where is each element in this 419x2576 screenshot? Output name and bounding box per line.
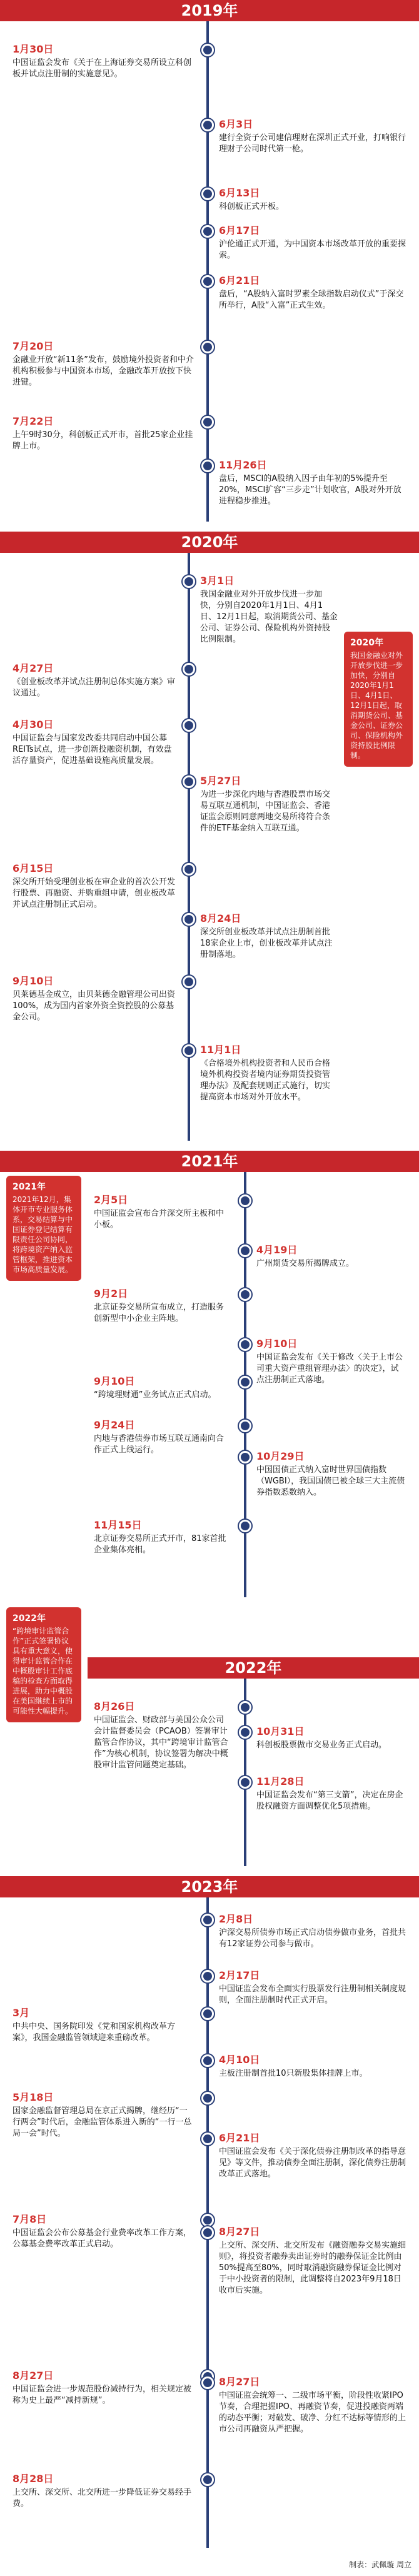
timeline-node — [183, 913, 195, 926]
event-date: 11月26日 — [219, 459, 267, 471]
event-date: 6月21日 — [219, 275, 260, 286]
event-date: 6月13日 — [219, 187, 260, 199]
event-date: 7月20日 — [13, 340, 54, 352]
event-text: 中国证监会发布《关于在上海证券交易所设立科创板并试点注册制的实施意见》。 — [13, 58, 192, 79]
year-banner-2023 — [0, 1876, 419, 1897]
event-text: 中国证监会发布“第三支箭”，决定在房企股权融资方面调整优化5项措施。 — [256, 1791, 403, 1811]
event-text: 金融业开放“新11条”发布，鼓励境外投资者和中介机构积极参与中国资本市场，金融改革开放按下快进键。 — [13, 355, 194, 387]
event-text: 中国证监会宣布合并深交所主板和中小板。 — [94, 1209, 225, 1230]
sidebar-text: “跨境审计监管合作”正式签署协议具有重大意义，使得审计监管合作在中概股审计工作底稿的检查方面取得进展，助力中概股在美国继续上市的可能性大幅提升。 — [13, 1627, 73, 1715]
event-date: 6月21日 — [219, 2132, 260, 2144]
timeline-node — [239, 1338, 251, 1351]
event-text: 国家金融监督管理总局在京正式揭牌，继经历“一行两会”时代后，金融监管体系进入新的“一行一总局一会”时代。 — [13, 2106, 192, 2138]
event-date: 1月30日 — [13, 43, 54, 55]
event-text: 沪伦通正式开通，为中国资本市场改革开放的重要探索。 — [219, 240, 406, 260]
year-banner-2019 — [0, 0, 419, 21]
event-text: 内地与香港债券市场互联互通南向合作正式上线运行。 — [94, 1434, 225, 1455]
event-text: 盘后，MSCI的A股纳入因子由年初的5%提升至20%，MSCI扩容“三步走”计划收官，A股对外开放进程稳步推进。 — [219, 474, 401, 506]
event-date: 4月30日 — [13, 719, 54, 730]
timeline-node — [239, 1451, 251, 1463]
event-text: 中国证监会发布《关于深化债券注册制改革的指导意见》等文件，推动债券全面注册制，深化债券注册制改革正式落地。 — [219, 2147, 406, 2179]
year-banner-2022 — [88, 1657, 419, 1679]
event-text: 深交所开始受理创业板在审企业的首次公开发行股票、再融资、并购重组申请，创业板改革并试点注册制正式启动。 — [13, 877, 176, 909]
section-2020 — [0, 532, 419, 1144]
timeline-node — [201, 2092, 214, 2104]
event-text: 中国证监会与国家发改委共同启动中国公募REITs试点，进一步创新投融资机制，有效盘活存量资产，促进基础设施高质量发展。 — [13, 734, 172, 765]
event-date: 10月31日 — [256, 1725, 305, 1737]
event-text: 《合格境外机构投资者和人民币合格境外机构投资者境内证券期货投资管理办法》及配套规则正式施行，切实提高资本市场对外开放水平。 — [200, 1059, 331, 1102]
timeline-node — [239, 1520, 251, 1532]
event-date: 8月27日 — [13, 2370, 54, 2382]
event-date: 2月8日 — [219, 1913, 253, 1925]
event-date: 3月 — [13, 2007, 30, 2019]
event-date: 5月27日 — [200, 775, 241, 787]
event-text: 《创业板改革并试点注册制总体实施方案》审议通过。 — [13, 677, 176, 698]
year-banner-2021 — [0, 1151, 419, 1172]
timeline-node — [183, 976, 195, 988]
event-text: 科创板股票做市交易业务正式启动。 — [256, 1740, 387, 1750]
event-date: 8月24日 — [200, 912, 241, 924]
event-date: 9月24日 — [94, 1419, 135, 1431]
timeline-node — [239, 1776, 251, 1789]
event-date: 2月5日 — [94, 1194, 128, 1206]
sidebar-title: 2020年 — [350, 638, 383, 648]
event-date: 6月15日 — [13, 862, 54, 874]
event-date: 7月22日 — [13, 415, 54, 427]
event-text: 沪深交易所债券市场正式启动债券做市业务，首批共有12家证券公司参与做市。 — [219, 1928, 406, 1949]
sidebar-2022 — [6, 1607, 81, 1722]
sidebar-title: 2022年 — [13, 1614, 46, 1624]
event-text: 上午9时30分，科创板正式开市，首批25家企业挂牌上市。 — [13, 430, 193, 451]
timeline-node — [201, 2214, 214, 2226]
timeline-node — [201, 119, 214, 131]
timeline-node — [201, 1914, 214, 1926]
event-date: 8月27日 — [219, 2376, 260, 2388]
timeline-node — [183, 863, 195, 876]
event-text: 主板注册制首批10只新股集体挂牌上市。 — [219, 2069, 368, 2078]
sidebar-title: 2021年 — [13, 1182, 46, 1192]
timeline-node — [201, 2008, 214, 2020]
year-title-2023: 2023年 — [181, 1878, 238, 1896]
timeline-node — [183, 575, 195, 588]
event-date: 8月26日 — [94, 1700, 135, 1712]
event-text: 贝莱德基金成立，由贝莱德金融管理公司出资100%，成为国内首家外资全资控股的公募基金公司。 — [13, 990, 176, 1022]
event-date: 11月15日 — [94, 1519, 142, 1531]
event-date: 4月19日 — [256, 1244, 298, 1256]
event-date: 4月10日 — [219, 2054, 260, 2066]
sidebar-2021 — [6, 1176, 81, 1281]
event-date: 9月2日 — [94, 1288, 128, 1300]
event-text: 中国证监会进一步规范股份减持行为，相关规定被称为史上最严“减持新规”。 — [13, 2385, 192, 2405]
timeline-node — [201, 2054, 214, 2067]
event-date: 9月10日 — [256, 1338, 298, 1350]
event-text: “跨境理财通”业务试点正式启动。 — [94, 1390, 216, 1400]
timeline-node — [201, 44, 214, 56]
timeline-node — [183, 775, 195, 788]
event-date: 8月28日 — [13, 2473, 54, 2485]
timeline-node — [201, 2133, 214, 2145]
event-date: 4月27日 — [13, 662, 54, 674]
timeline-node — [201, 341, 214, 353]
timeline-node — [239, 1701, 251, 1714]
section-2021 — [0, 1151, 419, 1601]
year-title-2021: 2021年 — [181, 1153, 238, 1170]
event-text: 深交所创业板改革并试点注册制首批18家企业上市，创业板改革并试点注册制落地。 — [200, 927, 333, 959]
section-2022 — [0, 1607, 419, 1870]
event-date: 11月28日 — [256, 1775, 305, 1787]
event-date: 3月1日 — [200, 575, 235, 587]
event-text: 科创板正式开板。 — [219, 202, 285, 211]
timeline-node — [183, 719, 195, 732]
event-text: 北京证券交易所正式开市，81家首批企业集体亮相。 — [94, 1534, 226, 1555]
timeline-node — [201, 2226, 214, 2239]
event-text: 上交所、深交所、北交所进一步降低证券交易经手费。 — [13, 2488, 192, 2508]
event-text: 中国证监会公布公募基金行业费率改革工作方案，公募基金费率改革正式启动。 — [13, 2228, 192, 2249]
section-2023 — [0, 1876, 419, 2576]
sidebar-text: 我国金融业对外开放步伐进一步加快，分别自2020年1月1日、4月1日、12月1日起，取消期货公司、基金公司、证券公司、保险机构外资持股比例限制。 — [350, 651, 403, 760]
event-date: 8月27日 — [219, 2226, 260, 2238]
credit: 制表：武佩璇 周立 — [349, 2560, 411, 2569]
section-2019 — [0, 0, 419, 525]
event-date: 5月18日 — [13, 2091, 54, 2103]
event-text: 建行全资子公司建信理财在深圳正式开业，打响银行理财子公司时代第一枪。 — [219, 133, 406, 154]
event-text: 中国证监会发布《关于修改〈关于上市公司重大资产重组管理办法〉的决定》，试点注册制正式落地。 — [256, 1353, 403, 1385]
timeline-node — [239, 1726, 251, 1739]
timeline-node — [201, 225, 214, 238]
timeline-node — [239, 1376, 251, 1388]
sidebar-text: 2021年12月，集体开市专业服务体系，交易结算与中国证券登记结算有限责任公司协同，将跨境资产纳入监管框架，推进资本市场高质量发展。 — [13, 1195, 73, 1274]
timeline-node — [239, 1195, 251, 1207]
timeline-node — [239, 1245, 251, 1257]
sidebar-2020 — [344, 632, 413, 767]
timeline-node — [183, 663, 195, 675]
timeline-node — [201, 1970, 214, 1983]
year-title-2019: 2019年 — [181, 2, 238, 19]
year-title-2022: 2022年 — [225, 1659, 282, 1677]
timeline-node — [201, 460, 214, 472]
timeline-node — [201, 416, 214, 428]
event-text: 北京证券交易所宣布成立，打造服务创新型中小企业主阵地。 — [94, 1303, 225, 1323]
event-text: 我国金融业对外开放步伐进一步加快，分别自2020年1月1日、4月1日、12月1日起，取消期货公司、基金公司、证券公司、保险机构外资持股比例限制。 — [200, 590, 338, 644]
event-date: 7月8日 — [13, 2213, 47, 2225]
timeline-node — [201, 2376, 214, 2389]
event-text: 中共中央、国务院印发《党和国家机构改革方案》，我国金融监管领域迎来重磅改革。 — [13, 2022, 176, 2043]
event-date: 9月10日 — [94, 1375, 135, 1387]
timeline-node — [201, 2473, 214, 2486]
timeline-node — [239, 1420, 251, 1432]
timeline-node — [183, 1044, 195, 1057]
timeline-node — [201, 188, 214, 200]
event-date: 6月3日 — [219, 118, 253, 130]
year-title-2020: 2020年 — [181, 533, 238, 551]
event-text: 上交所、深交所、北交所发布《融资融券交易实施细则》，将投资者融券卖出证券时的融券保证金比例由50%提高至80%，同时取消融资融券保证金比例对于中小投资者的限制，此调整将自2023年9月18日收市后实施。 — [219, 2241, 406, 2295]
event-text: 盘后，“A股纳入富时罗素全球指数启动仪式”于深交所举行，A股“入富”正式生效。 — [219, 290, 404, 310]
event-date: 6月17日 — [219, 225, 260, 236]
timeline-node — [239, 1288, 251, 1301]
event-date: 11月1日 — [200, 1044, 241, 1056]
event-date: 2月17日 — [219, 1969, 260, 1981]
event-text: 广州期货交易所揭牌成立。 — [256, 1259, 355, 1268]
event-text: 中国证监会统筹一、二级市场平衡，阶段性收紧IPO节奏，合理把握IPO、再融资节奏，促进投融资两端的动态平衡；对破发、破净、分红不达标等情形的上市公司再融资从严把握。 — [219, 2391, 406, 2434]
event-text: 为进一步深化内地与香港股票市场交易互联互通机制，中国证监会、香港证监会原则同意两地交易所将符合条件的ETF基金纳入互联互通。 — [200, 790, 331, 833]
timeline-line-2019 — [206, 21, 209, 522]
event-date: 9月10日 — [13, 975, 54, 987]
event-text: 中国证监会发布全面实行股票发行注册制相关制度规则，全面注册制时代正式开启。 — [219, 1984, 406, 2005]
event-text: 中国国债正式纳入富时世界国债指数（WGBI），我国国债已被全球三大主流债券指数悉数纳入。 — [256, 1465, 405, 1497]
event-text: 中国证监会、财政部与美国公众公司会计监督委员会（PCAOB）签署审计监管合作协议，其中“跨境审计监管合作”为核心机制，协议签署为解决中概股审计监管问题奠定基础。 — [94, 1715, 228, 1770]
timeline-node — [201, 275, 214, 288]
event-date: 10月29日 — [256, 1450, 305, 1462]
year-banner-2020 — [0, 532, 419, 553]
